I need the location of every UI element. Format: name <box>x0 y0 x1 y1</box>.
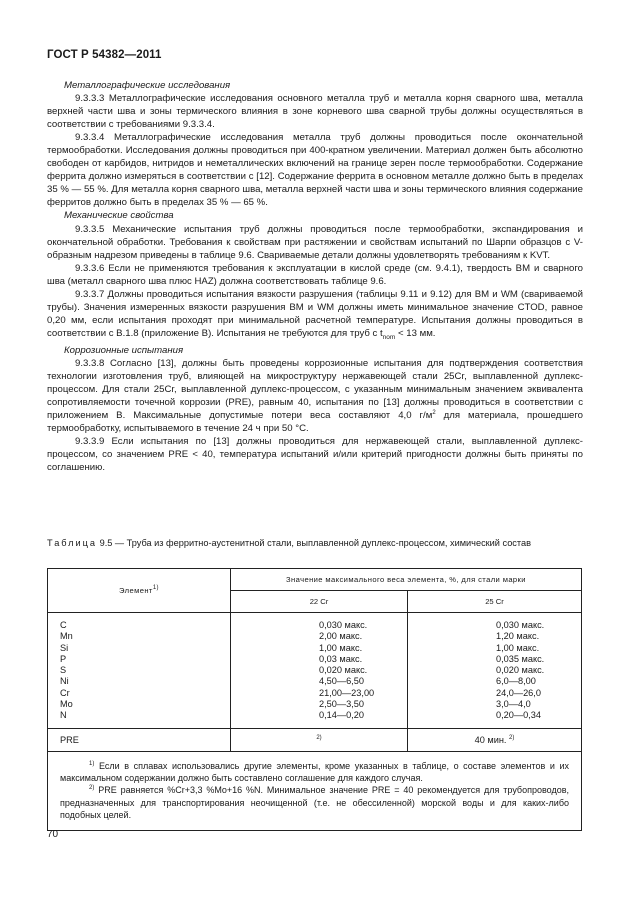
section-title-metallography: Металлографические исследования <box>64 80 231 91</box>
value-cell-22cr: 0,030 макс. <box>319 620 368 630</box>
element-cell: P <box>60 653 67 664</box>
footnote-2-text: PRE равняется %Cr+3,3 %Mo+16 %N. Минимальное значение PRE = 40 рекомендуется для трубопроводов, предназначенных для транспортирования неочищенной (т.е. не обессиленной) морской воды и для каких-либо подобных целей. <box>60 785 569 821</box>
paragraph-9-3-3-7 <box>47 288 583 344</box>
column-header-element <box>48 569 231 613</box>
column-header-22cr: 22 Cr <box>231 591 408 613</box>
paragraph-9-3-3-5: 9.3.3.5 Механические испытания труб должны проводиться после термообработки, экспандирования и окончательной обработки. Требования к свойствам при растяжении и свойствам испытаний по Шарпи образцов с V-образным надрезом приведены в таблице 9.6. Свариваемые детали должны удовлетворять требованиям к KVT. <box>47 223 583 261</box>
value-list-25cr <box>408 613 582 729</box>
element-cell: S <box>60 665 67 676</box>
element-cell-pre: PRE <box>48 728 231 751</box>
table-body-row <box>48 613 582 729</box>
superscript-2: 2 <box>432 410 436 417</box>
column-header-25cr: 25 Cr <box>408 591 582 613</box>
element-cell: Mo <box>60 699 73 710</box>
paragraph-9-3-3-6: 9.3.3.6 Если не применяются требования к эксплуатации в кислой среде (см. 9.4.1), твердость ВМ и сварного шва (металл сварного шва плюс HAZ) должна соответствовать таблице 9.6. <box>47 262 583 287</box>
table-footnotes-row <box>48 751 582 830</box>
table-row-pre <box>48 728 582 751</box>
page-number: 70 <box>47 829 59 840</box>
paragraph-9-3-3-4: 9.3.3.4 Металлографические исследования металла труб должны проводиться после окончательной термообработки. Исследования должны проводиться при 400-кратном увеличении. Материал должен быть абсолютно свободен от карбидов, нитридов и неметаллических включений на границе зерен после термообработки. Содержание феррита должно измеряться в соответствии с [12]. Содержание феррита в основном металле должно быть в пределах 35 % — 55 %. Для металла корня сварного шва, металла верхней части шва и зоны термического влияния содержание ферритов должно быть в пределах 35 % — 65 %. <box>47 132 583 209</box>
composition-table <box>47 568 582 831</box>
value-cell-22cr: 0,14—0,20 <box>319 710 364 721</box>
value-cell-22cr: 0,03 макс. <box>319 653 363 664</box>
value-cell-22cr: 2,50—3,50 <box>319 699 364 710</box>
footnote-2-marker: 2) <box>89 785 95 792</box>
value-cell-25cr: 0,020 макс. <box>496 665 545 676</box>
value-cell-22cr: 21,00—23,00 <box>319 687 375 698</box>
table-caption-prefix: Таблица <box>47 538 98 548</box>
table-caption-text: 9.5 — Труба из ферритно-аустенитной стали, выплавленной дуплекс-процессом, химический состав <box>97 538 531 548</box>
footnote-1-text: Если в сплавах использовались другие элементы, кроме указанных в таблице, о составе элементов и их максимальном содержании должно быть составлено соглашение для каждого случая. <box>60 760 569 784</box>
section-title-mechanical: Механические свойства <box>64 210 174 222</box>
table-footnotes <box>48 751 582 830</box>
footnote-ref-2: 2) <box>316 734 322 741</box>
column-header-group: Значение максимального веса элемента, %, для стали марки <box>231 569 582 591</box>
footnote-1 <box>60 760 569 785</box>
paragraph-9-3-3-7-text: 9.3.3.7 Должны проводиться испытания вязкости разрушения (таблицы 9.11 и 9.12) для ВМ и WM (свариваемой трубы). Значения измеренных вязкости разрушения ВМ и WM должны иметь минимальное значение CTOD, равное 0,20 мм, если испытания проходят при минимальной расчетной температуре. Испытания должны проводиться в соответствии с В.1.8 (приложение В). Испытания не требуются для труб с t <box>47 288 583 339</box>
element-cell: Ni <box>60 676 69 687</box>
value-cell-25cr-pre <box>408 728 582 751</box>
value-cell-25cr-pre-text: 40 мин. <box>474 734 507 745</box>
value-list-22cr <box>231 613 408 729</box>
column-header-element-sup: 1) <box>152 585 159 591</box>
paragraph-9-3-3-8-end: для материала, прошедшего термообработку, испытываемого в течение 24 ч при 50 °C. <box>47 410 583 435</box>
value-cell-25cr: 0,035 макс. <box>496 653 545 664</box>
value-cell-25cr: 6,0—8,00 <box>496 676 536 687</box>
footnote-ref-2: 2) <box>509 734 515 741</box>
paragraph-9-3-3-8-text: 9.3.3.8 Согласно [13], должны быть проведены коррозионные испытания для подтверждения соответствия технологии изготовления труб, влияющей на микроструктуру нержавеющей стали 25Cr, выплавленной дуплекс-процессом. Для стали 25Cr, выплавленной дуплекс-процессом, с указанным минимальным значением эквивалента сопротивляемости точечной коррозии (PRE), равным 40, испытания по [13] должны проводиться в соответствии с приложением В. Максимальные допустимые потери веса составляют 4,0 г/м <box>47 357 583 422</box>
document-header: ГОСТ Р 54382—2011 <box>47 49 162 61</box>
paragraph-9-3-3-7-end: < 13 мм. <box>395 327 436 339</box>
subscript-nom: nom <box>382 333 396 341</box>
document-body <box>47 79 583 474</box>
value-cell-25cr: 1,20 макс. <box>496 631 540 642</box>
paragraph-9-3-3-9: 9.3.3.9 Если испытания по [13] должны проводиться для нержавеющей стали, выплавленной дуплекс-процессом, со значением PRE < 40, температура испытаний и/или критерий пригодности должны быть приняты по соглашению. <box>47 436 583 474</box>
value-cell-25cr: 3,0—4,0 <box>496 699 531 710</box>
column-header-element-label: Элемент <box>119 586 153 595</box>
value-cell-22cr: 1,00 макс. <box>319 642 363 653</box>
paragraph-9-3-3-8 <box>47 357 583 435</box>
value-cell-25cr: 0,20—0,34 <box>496 710 541 721</box>
table-caption <box>47 537 583 550</box>
element-cell: Mn <box>60 631 73 642</box>
element-cell: Si <box>60 642 69 653</box>
value-cell-25cr: 1,00 макс. <box>496 642 540 653</box>
paragraph-9-3-3-3: 9.3.3.3 Металлографические исследования основного металла труб и металла корня сварного шва, металла верхней части шва и зоны термического влияния в зоне корневого шва сварной трубы должны осуществляться в соответствии с требованиями 9.3.3.4. <box>47 93 583 131</box>
element-cell: C <box>60 620 67 630</box>
section-title-corrosion: Коррозионные испытания <box>64 344 184 356</box>
value-cell-22cr: 0,020 макс. <box>319 665 368 676</box>
footnote-1-marker: 1) <box>89 760 95 767</box>
value-cell-22cr: 4,50—6,50 <box>319 676 364 687</box>
value-cell-25cr: 0,030 макс. <box>496 620 545 630</box>
value-cell-22cr-pre <box>231 728 408 751</box>
element-list <box>48 613 231 729</box>
element-cell: Cr <box>60 687 70 698</box>
value-cell-22cr: 2,00 макс. <box>319 631 363 642</box>
element-cell: N <box>60 710 67 721</box>
value-cell-25cr: 24,0—26,0 <box>496 687 541 698</box>
footnote-2 <box>60 784 569 821</box>
